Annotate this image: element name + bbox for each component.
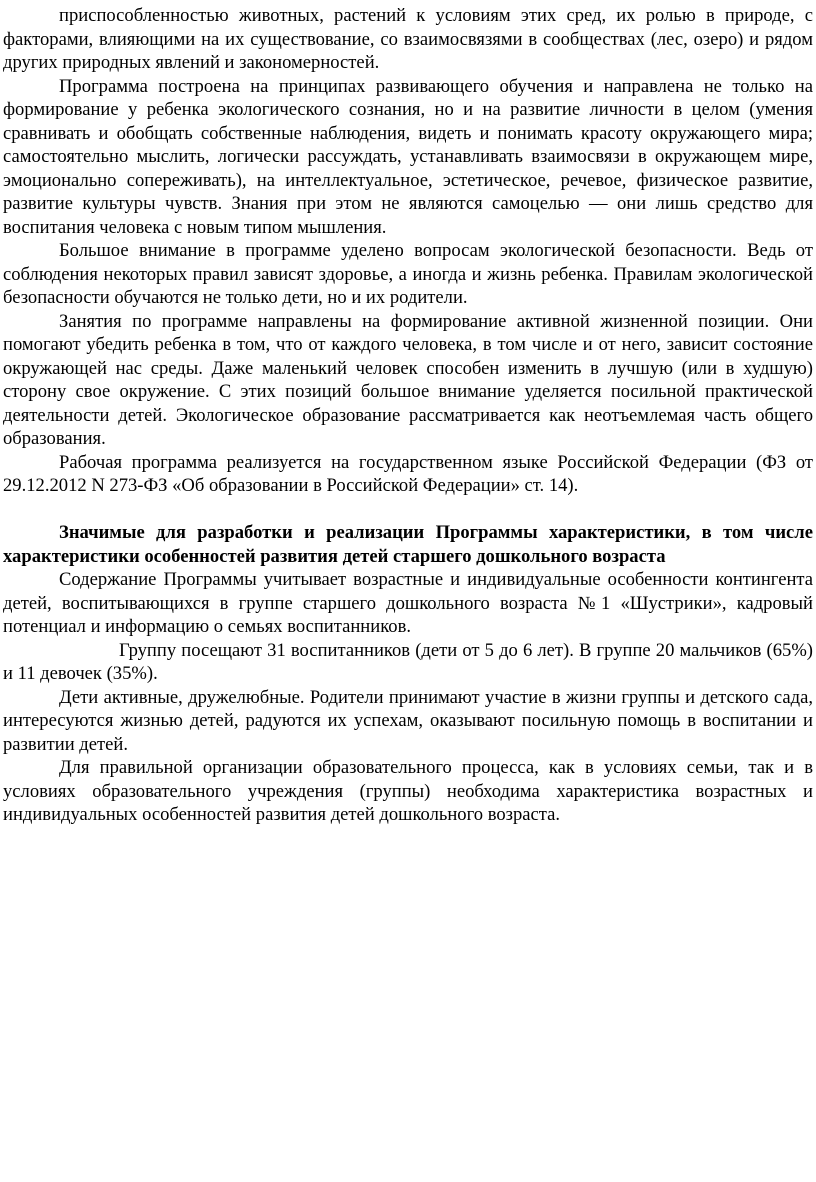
paragraph-group-composition: Группу посещают 31 воспитанников (дети от 5 до 6 лет). В группе 20 мальчиков (65%) и 11 девочек (35%).	[3, 639, 813, 684]
section-heading: Значимые для разработки и реализации Программы характеристики, в том числе характеристики особенностей развития детей старшего дошкольного возраста	[3, 522, 813, 567]
paragraph-program-content: Содержание Программы учитывает возрастные и индивидуальные особенности контингента детей, воспитывающихся в группе старшего дошкольного возраста №1 «Шустрики», кадровый потенциал и информацию о семьях воспитанников.	[3, 569, 813, 637]
paragraph-program-principles: Программа построена на принципах развивающего обучения и направлена не только на формирование у ребенка экологического сознания, но и на развитие личности в целом (умения сравнивать и обобщать собственные наблюдения, видеть и понимать красоту окружающего мира; самостоятельно мыслить, логически рассуждать, устанавливать взаимосвязи в окружающем мире, эмоционально сопереживать), на интеллектуальное, эстетическое, речевое, физическое развитие, развитие культуры чувств. Знания при этом не являются самоцелью — они лишь средство для воспитания человека с новым типом мышления.	[3, 75, 813, 238]
paragraph-ecological-safety: Большое внимание в программе уделено вопросам экологической безопасности. Ведь от соблюдения некоторых правил зависят здоровье, а иногда и жизнь ребенка. Правилам экологической безопасности обучаются не только дети, но и их родители.	[3, 240, 813, 308]
paragraph-state-language: Рабочая программа реализуется на государственном языке Российской Федерации (ФЗ от 29.12.2012 N 273-ФЗ «Об образовании в Российской Федерации» ст. 14).	[3, 451, 813, 496]
paragraph-age-characteristics: Для правильной организации образовательного процесса, как в условиях семьи, так и в условиях образовательного учреждения (группы) необходима характеристика возрастных и индивидуальных особенностей развития детей дошкольного возраста.	[3, 757, 813, 825]
paragraph-active-position: Занятия по программе направлены на формирование активной жизненной позиции. Они помогают убедить ребенка в том, что от каждого человека, в том числе и от него, зависит состояние окружающей нас среды. Даже маленький человек способен изменить в лучшую (или в худшую) сторону свое окружение. С этих позиций большое внимание уделяется посильной практической деятельности детей. Экологическое образование рассматривается как неотъемлемая часть общего образования.	[3, 310, 813, 449]
paragraph-environment-adaptation: приспособленностью животных, растений к условиям этих сред, их ролью в природе, с факторами, влияющими на их существование, со взаимосвязями в сообществах (лес, озеро) и рядом других природных явлений и закономерностей.	[3, 5, 813, 73]
paragraph-children-parents: Дети активные, дружелюбные. Родители принимают участие в жизни группы и детского сада, интересуются жизнью детей, радуются их успехам, оказывают посильную помощь в воспитании и развитии детей.	[3, 686, 813, 755]
